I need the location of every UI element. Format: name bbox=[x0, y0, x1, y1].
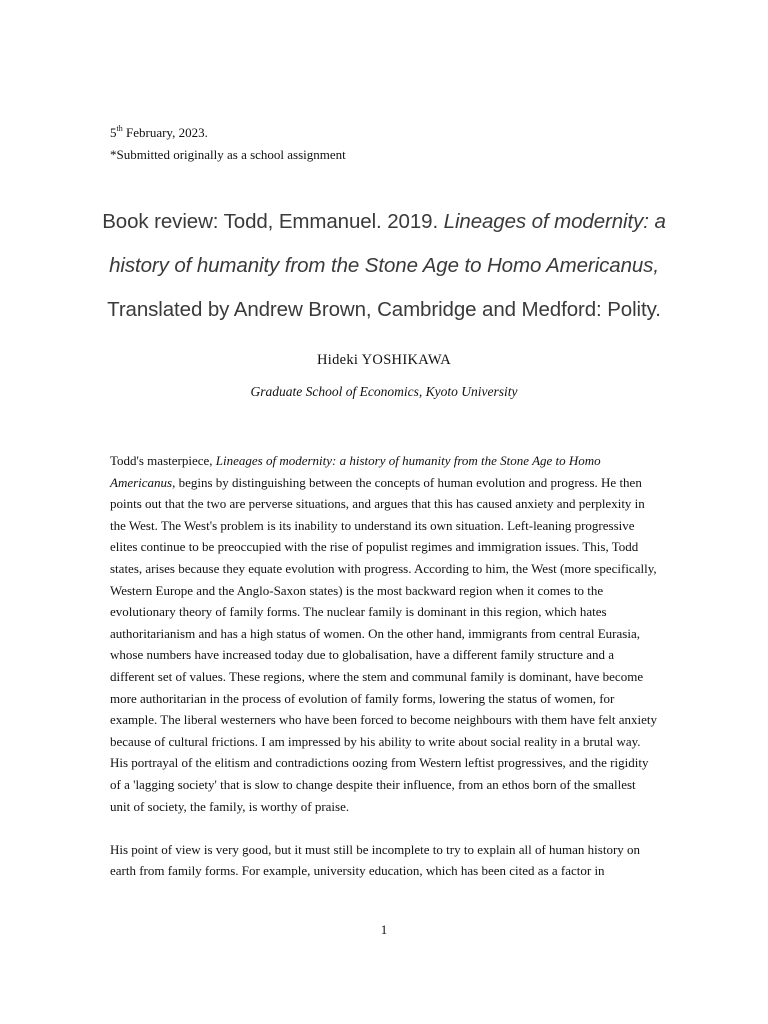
review-title bbox=[90, 200, 678, 332]
date-day: 5 bbox=[110, 125, 117, 140]
document-header bbox=[110, 122, 346, 166]
date-line bbox=[110, 122, 346, 144]
paragraph-1 bbox=[110, 450, 658, 817]
author-name: Hideki YOSHIKAWA bbox=[317, 352, 451, 368]
paragraph-1-lead: Todd's masterpiece, bbox=[110, 453, 216, 468]
paragraph-1-rest: , begins by distinguishing between the concepts of human evolution and progress. He then points out that the two are perverse situations, and argues that this has caused anxiety and perplexity in the West. The West's problem is its inability to understand its own situation. Left-leaning progressive elites continue to be preoccupied with the rise of populist regimes and immigration issues. This, Todd states, arises because they equate evolution with progress. According to him, the West (more specifically, Western Europe and the Anglo-Saxon states) is the most backward region when it comes to the evolutionary theory of family forms. The nuclear family is dominant in this region, which hates authoritarianism and has a high status of women. On the other hand, immigrants from central Eurasia, whose numbers have increased today due to globalisation, have a different family structure and a different set of values. These regions, where the stem and communal family is dominant, have become more authoritarian in the process of evolution of family forms, lowering the status of women, for example. The liberal westerners who have been forced to become neighbours with them have felt anxiety because of cultural frictions. I am impressed by his ability to write about social reality in a brutal way. His portrayal of the elitism and contradictions oozing from Western leftist progressives, and the rigidity of a 'lagging society' that is slow to change despite their influence, from an ethos born of the smallest unit of society, the family, is worthy of praise. bbox=[110, 474, 658, 814]
author-affiliation: Graduate School of Economics, Kyoto University bbox=[250, 384, 518, 399]
paragraph-1-book-title: Lineages of modernity: a history of humanity from the Stone Age to Homo Americanus bbox=[110, 453, 601, 490]
date-suffix: th bbox=[116, 123, 123, 133]
paragraph-2: His point of view is very good, but it must still be incomplete to try to explain all of human history on earth from family forms. For example, university education, which has been cited as a factor in bbox=[110, 841, 641, 879]
title-part-1: Book review: Todd, Emmanuel. 2019. bbox=[102, 210, 444, 233]
title-line-1 bbox=[90, 200, 678, 244]
title-line-2-text: history of humanity from the Stone Age to Homo Americanus, bbox=[109, 254, 659, 277]
review-body bbox=[110, 450, 658, 903]
submission-note: *Submitted originally as a school assignment bbox=[110, 147, 346, 162]
title-part-2: Lineages of modernity: a bbox=[443, 210, 666, 233]
title-line-3: Translated by Andrew Brown, Cambridge and Medford: Polity. bbox=[107, 298, 661, 321]
page-number: 1 bbox=[380, 922, 388, 937]
title-line-2 bbox=[90, 244, 678, 288]
date-rest: February, 2023. bbox=[122, 125, 208, 140]
